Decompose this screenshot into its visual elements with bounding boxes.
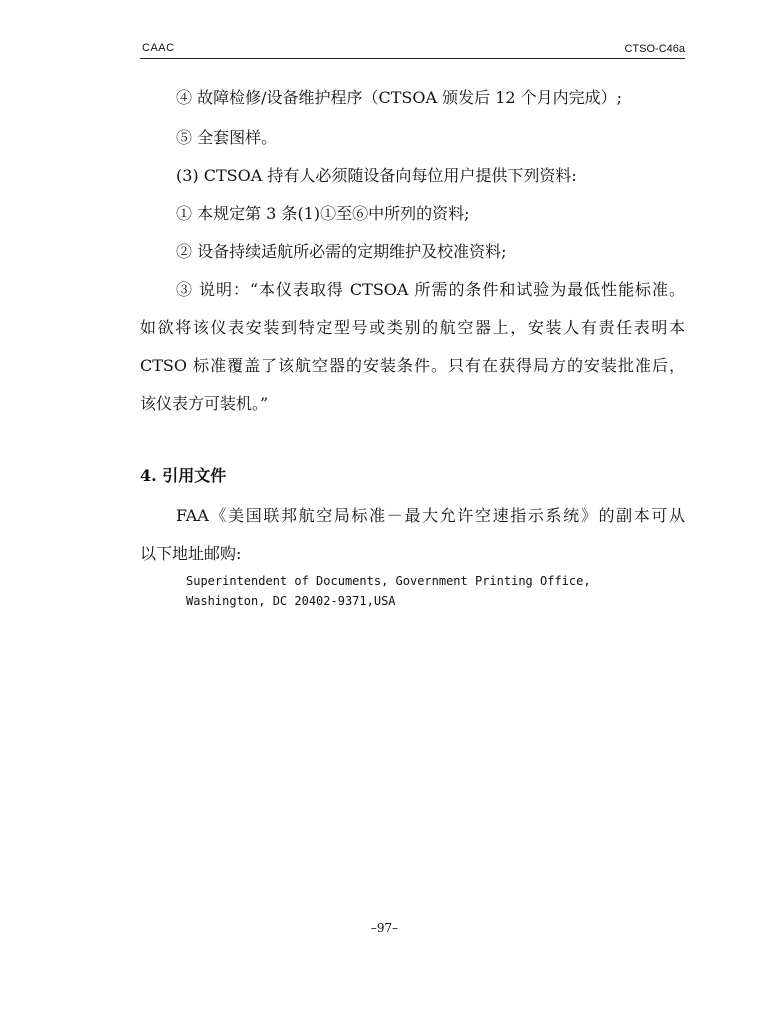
- section-3-paragraph: (3) CTSOA 持有人必须随设备向每位用户提供下列资料:: [176, 166, 577, 185]
- paragraph-line: FAA《美国联邦航空局标准－最大允许空速指示系统》的副本可从: [176, 506, 685, 525]
- section-4-heading: 4. 引用文件: [140, 466, 227, 485]
- list-item-4: ④ 故障检修/设备维护程序（CTSOA 颁发后 12 个月内完成）;: [176, 88, 623, 107]
- header-doc-id: CTSO-C46a: [624, 43, 685, 55]
- paragraph-line: 以下地址邮购:: [140, 544, 242, 563]
- header-org: CAAC: [142, 42, 175, 54]
- page-number: –97–: [370, 921, 399, 935]
- sub-item-2: ② 设备持续适航所必需的定期维护及校准资料;: [176, 242, 507, 261]
- address-line: Superintendent of Documents, Government Printing Office,: [186, 574, 591, 588]
- paragraph-line: CTSO 标准覆盖了该航空器的安装条件。只有在获得局方的安装批准后，: [140, 356, 685, 375]
- list-item-5: ⑤ 全套图样。: [176, 128, 278, 147]
- header-divider: [140, 58, 685, 59]
- paragraph-line: 该仪表方可装机。”: [140, 394, 269, 413]
- sub-item-1: ① 本规定第 3 条(1)①至⑥中所列的资料;: [176, 204, 470, 223]
- address-line: Washington, DC 20402-9371,USA: [186, 594, 396, 608]
- paragraph-line: 如欲将该仪表安装到特定型号或类别的航空器上，安装人有责任表明本: [140, 318, 685, 337]
- paragraph-line: ③ 说明：“本仪表取得 CTSOA 所需的条件和试验为最低性能标准。: [176, 280, 685, 299]
